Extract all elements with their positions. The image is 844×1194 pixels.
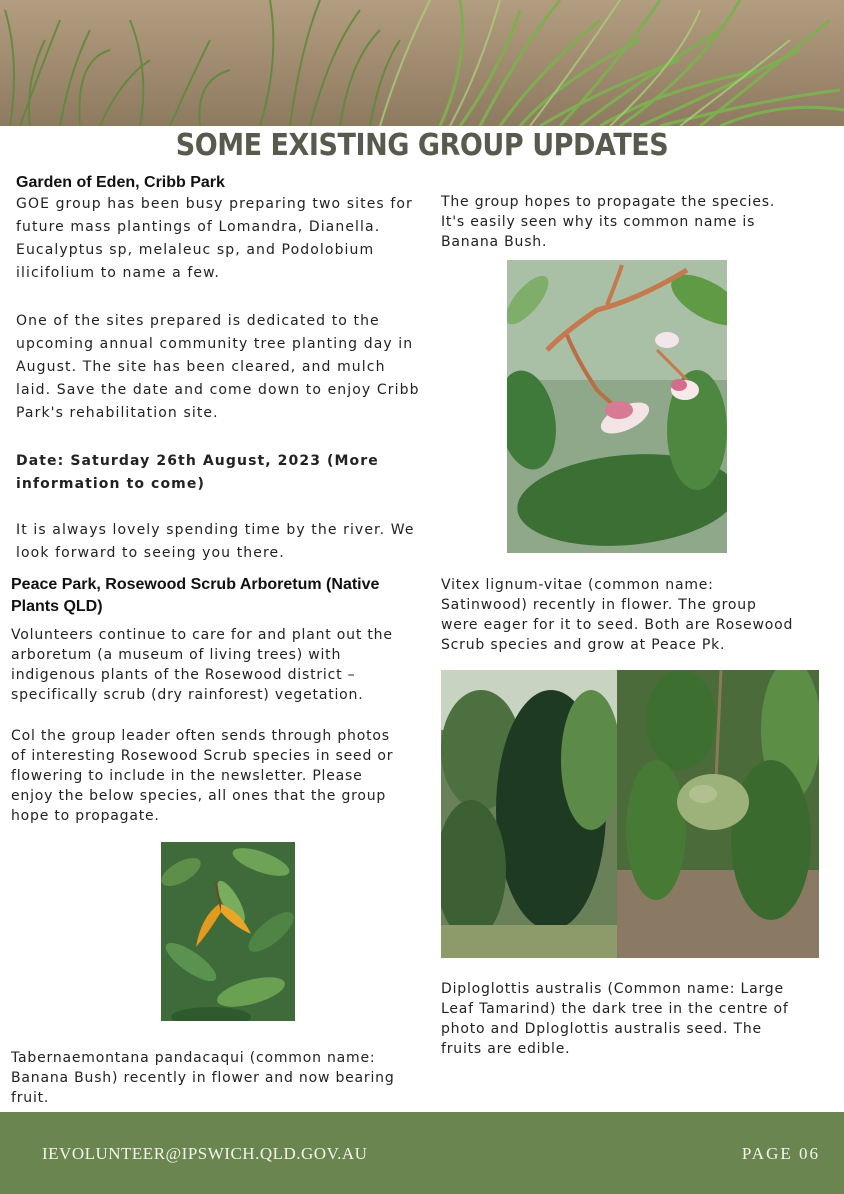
photo-diploglottis-collage	[441, 670, 819, 958]
photo-vitex-flower	[507, 260, 727, 553]
header-photo-grass	[0, 0, 844, 126]
section-heading-garden-of-eden: Garden of Eden, Cribb Park	[16, 174, 225, 191]
page-title: SOME EXISTING GROUP UPDATES	[175, 128, 669, 163]
peace-paragraph-1: Volunteers continue to care for and plant out the arboretum (a museum of living trees) with indigenous plants of the Rosewood district – specifically scrub (dry rainforest) vegetation.	[11, 627, 393, 703]
banana-bush-note: The group hopes to propagate the species. It's easily seen why its common name is Banana Bush.	[441, 194, 776, 250]
goe-paragraph-2: One of the sites prepared is dedicated to the upcoming annual community tree planting day in August. The site has been cleared, and mulch laid. Save the date and come down to enjoy Cribb Park's rehabilitation site.	[16, 313, 420, 421]
section-heading-peace-park: Peace Park, Rosewood Scrub Arboretum (Native Plants QLD)	[11, 576, 380, 615]
vitex-caption: Vitex lignum-vitae (common name: Satinwood) recently in flower. The group were eager for it to seed. Both are Rosewood Scrub species and grow at Peace Pk.	[441, 577, 794, 653]
planting-date: Date: Saturday 26th August, 2023 (More information to come)	[16, 453, 379, 492]
footer-bar	[0, 1112, 844, 1194]
footer-email-link[interactable]: IEVOLUNTEER@IPSWICH.QLD.GOV.AU	[42, 1144, 368, 1163]
peace-paragraph-2: Col the group leader often sends through photos of interesting Rosewood Scrub species in seed or flowering to include in the newsletter. Please enjoy the below species, all ones that the group hope to propagate.	[11, 728, 394, 824]
caption-banana-bush: Tabernaemontana pandacaqui (common name: Banana Bush) recently in flower and now bearing fruit.	[11, 1050, 395, 1106]
goe-paragraph-1: GOE group has been busy preparing two sites for future mass plantings of Lomandra, Dianella. Eucalyptus sp, melaleuc sp, and Podolobium ilicifolium to name a few.	[16, 196, 413, 281]
diploglottis-caption: Diploglottis australis (Common name: Large Leaf Tamarind) the dark tree in the centre of photo and Dploglottis australis seed. The fruits are edible.	[441, 981, 789, 1057]
photo-banana-bush-fruit	[161, 842, 295, 1021]
page-number: PAGE 06	[741, 1144, 820, 1163]
goe-paragraph-3: It is always lovely spending time by the river. We look forward to seeing you there.	[16, 522, 415, 561]
